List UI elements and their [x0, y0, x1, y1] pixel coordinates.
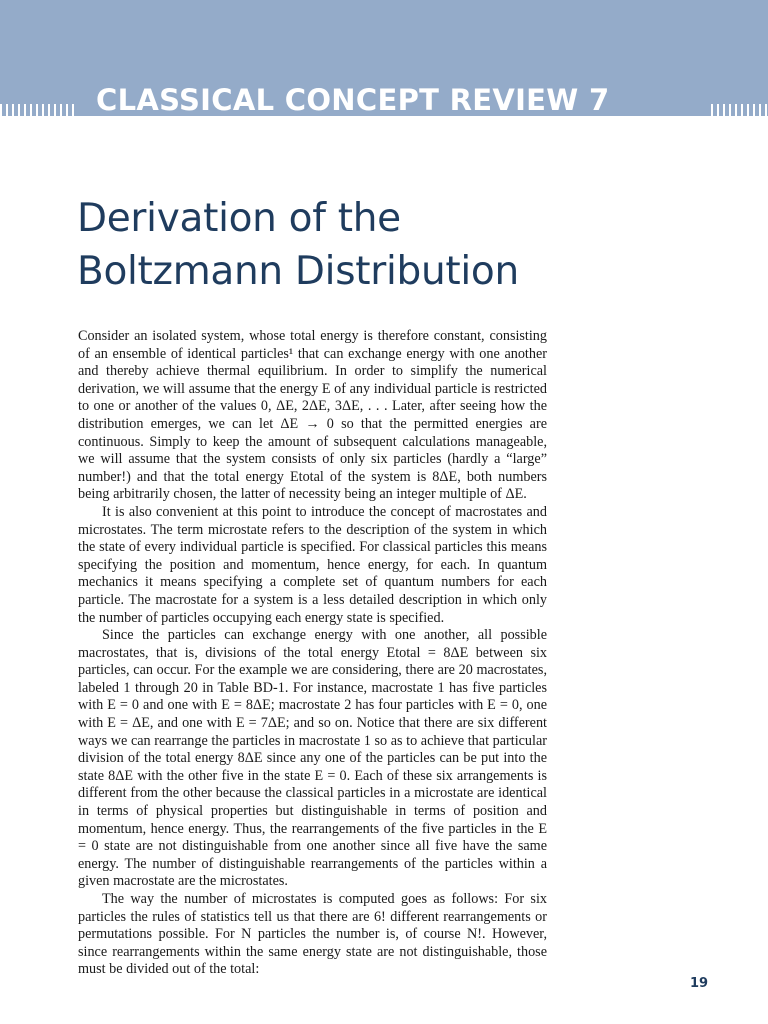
page-number: 19: [690, 976, 709, 991]
paragraph-3: Since the particles can exchange energy with one another, all possible macrostates, that is, divisions of the total energy Etotal = 8ΔE between six particles, can occur. For the example we are considering, there are 20 macrostates, labeled 1 through 20 in Table BD-1. For instance, macrostate 1 has five particles with E = 0 and one with E = 8ΔE; macrostate 2 has four particles with E = 0, one with E = ΔE, and one with E = 7ΔE; and so on. Notice that there are six different ways we can rearrange the particles in macrostate 1 so as to achieve that particular division of the total energy 8ΔE since any one of the particles can be put into the state 8ΔE with the other five in the state E = 0. Each of these six arrangements is different from the other because the classical particles in a microstate are identical in terms of physical properties but distinguishable in terms of position and momentum, hence energy. Thus, the rearrangements of the five particles in the E = 0 state are not distinguishable from one another since all five have the same energy. The number of distinguishable rearrangements of the particles within a given macrostate are the microstates.: [78, 627, 547, 890]
paragraph-4: The way the number of microstates is computed goes as follows: For six particles the rules of statistics tell us that there are 6! different rearrangements or permutations possible. For N particles the number is, of course N!. However, since rearrangements within the same energy state are not distinguishable, those must be divided out of the total:: [78, 891, 547, 978]
banner-tick-marks-right: [711, 104, 768, 116]
banner-tick-marks-left: [0, 104, 78, 116]
section-banner: [0, 0, 768, 116]
page-title-line-2: Boltzmann Distribution: [77, 249, 519, 294]
page-title: [77, 192, 519, 298]
paragraph-1: Consider an isolated system, whose total energy is therefore constant, consisting of an ensemble of identical particles¹ that can exchange energy with one another and thereby achieve thermal equilibrium. In order to simplify the numerical derivation, we will assume that the energy E of any individual particle is restricted to one or another of the values 0, ΔE, 2ΔE, 3ΔE, . . . Later, after seeing how the distribution emerges, we can let ΔE → 0 so that the permitted energies are continuous. Simply to keep the amount of subsequent calculations manageable, we will assume that the system consists of only six particles (hardly a “large” number!) and that the total energy Etotal of the system is 8ΔE, both numbers being arbitrarily chosen, the latter of necessity being an integer multiple of ΔE.: [78, 328, 547, 503]
paragraph-2: It is also convenient at this point to introduce the concept of macrostates and microstates. The term microstate refers to the description of the system in which the state of every individual particle is specified. For classical particles this means specifying the position and momentum, hence energy, for each. In quantum mechanics it means specifying a complete set of quantum numbers for each particle. The macrostate for a system is a less detailed description in which only the number of particles occupying each energy state is specified.: [78, 503, 547, 626]
body-text: [78, 328, 547, 979]
page-title-line-1: Derivation of the: [77, 196, 401, 241]
section-label: CLASSICAL CONCEPT REVIEW 7: [96, 83, 610, 117]
